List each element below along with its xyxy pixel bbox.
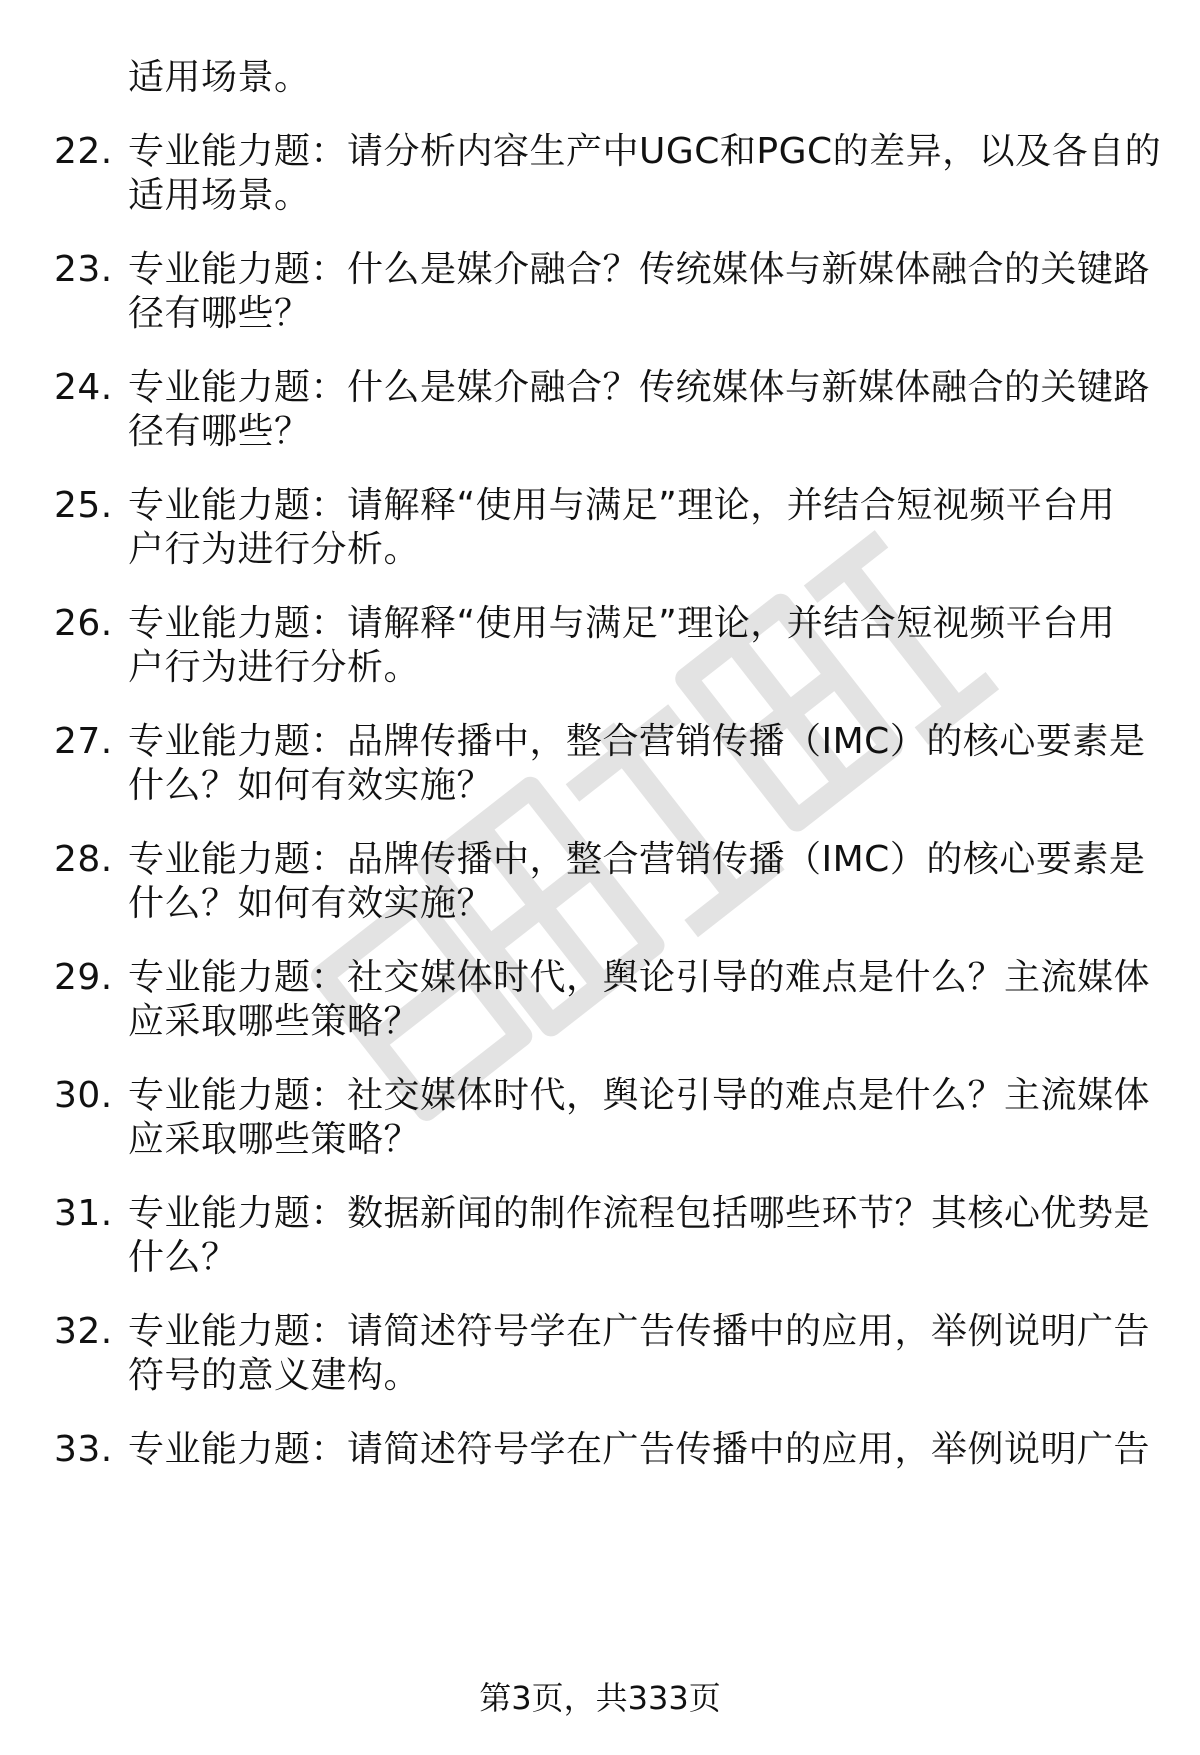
item-text-line1: 专业能力题：请解释“使用与满足”理论，并结合短视频平台用: [128, 603, 1116, 644]
item-text-line1: 专业能力题：品牌传播中，整合营销传播（IMC）的核心要素是: [128, 839, 1146, 880]
item-number: 30.: [54, 1075, 113, 1116]
item-text-line2: 户行为进行分析。: [128, 529, 421, 570]
item-text-line1: 专业能力题：请分析内容生产中UGC和PGC的差异，以及各自的: [128, 131, 1162, 172]
item-number: 28.: [54, 839, 113, 880]
item-text-line2: 径有哪些？: [128, 411, 311, 452]
item-text-line1: 专业能力题：社交媒体时代，舆论引导的难点是什么？主流媒体: [128, 1075, 1151, 1116]
item-number: 32.: [54, 1311, 113, 1352]
continuation-text: 适用场景。: [128, 57, 311, 98]
item-text-line1: 专业能力题：请解释“使用与满足”理论，并结合短视频平台用: [128, 485, 1116, 526]
item-text-line1: 专业能力题：请简述符号学在广告传播中的应用，举例说明广告: [128, 1311, 1151, 1352]
item-text-line1: 专业能力题：品牌传播中，整合营销传播（IMC）的核心要素是: [128, 721, 1146, 762]
item-text-line2: 应采取哪些策略？: [128, 1001, 421, 1042]
item-text-line1: 专业能力题：什么是媒介融合？传统媒体与新媒体融合的关键路: [128, 249, 1151, 290]
item-number: 25.: [54, 485, 113, 526]
item-number: 23.: [54, 249, 113, 290]
item-number: 27.: [54, 721, 113, 762]
item-text-line2: 符号的意义建构。: [128, 1355, 421, 1396]
item-number: 26.: [54, 603, 113, 644]
item-text-line2: 什么？: [128, 1237, 238, 1278]
item-text-line1: 专业能力题：请简述符号学在广告传播中的应用，举例说明广告: [128, 1429, 1151, 1470]
page-indicator: 第3页，共333页: [479, 1679, 721, 1717]
item-number: 22.: [54, 131, 113, 172]
item-text-line2: 什么？如何有效实施？: [128, 765, 494, 806]
item-text-line1: 专业能力题：什么是媒介融合？传统媒体与新媒体融合的关键路: [128, 367, 1151, 408]
item-text-line2: 径有哪些？: [128, 293, 311, 334]
item-number: 31.: [54, 1193, 113, 1234]
item-text-line2: 什么？如何有效实施？: [128, 883, 494, 924]
item-text-line2: 户行为进行分析。: [128, 647, 421, 688]
item-number: 24.: [54, 367, 113, 408]
item-text-line1: 专业能力题：社交媒体时代，舆论引导的难点是什么？主流媒体: [128, 957, 1151, 998]
item-number: 29.: [54, 957, 113, 998]
item-number: 33.: [54, 1429, 113, 1470]
item-text-line2: 适用场景。: [128, 175, 311, 216]
item-text-line1: 专业能力题：数据新闻的制作流程包括哪些环节？其核心优势是: [128, 1193, 1151, 1234]
item-text-line2: 应采取哪些策略？: [128, 1119, 421, 1160]
